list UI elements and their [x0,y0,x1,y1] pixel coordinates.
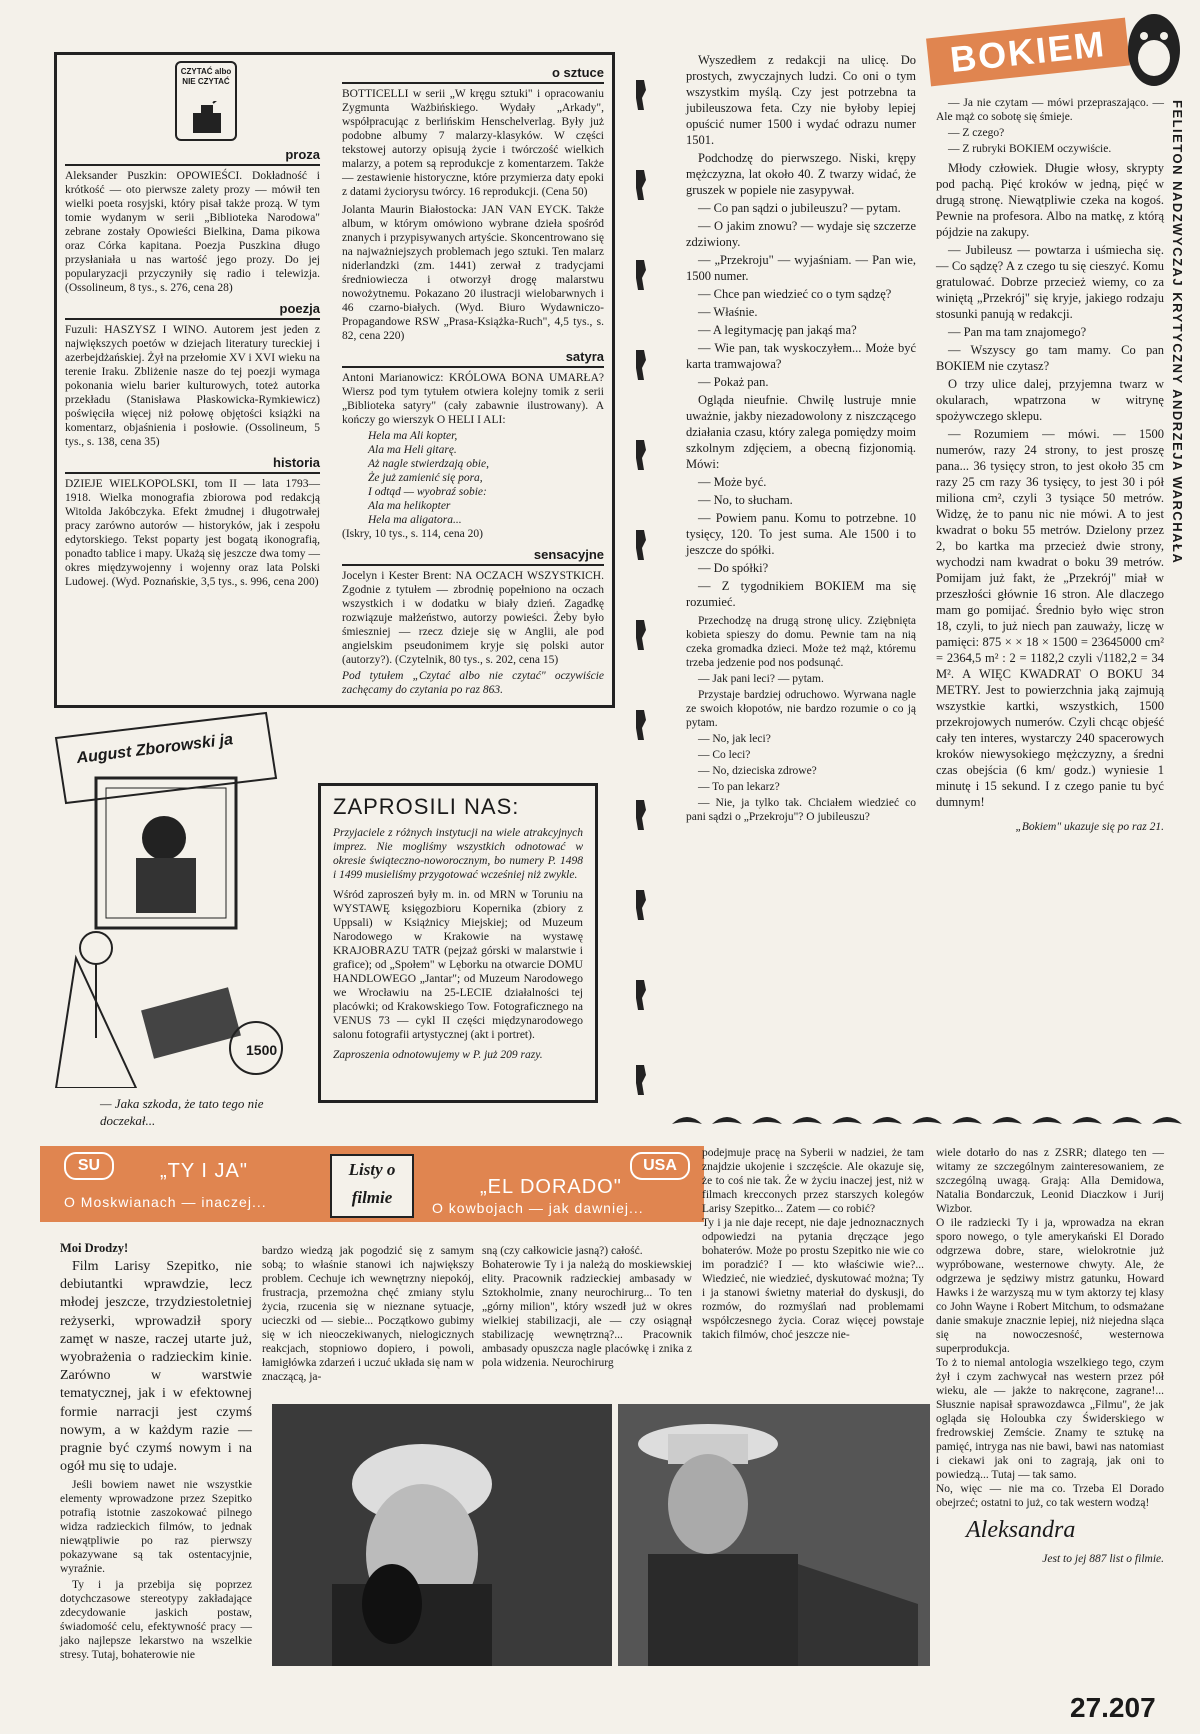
bokiem-paragraph-small: — Z czego? [948,127,1005,140]
listy-left-title: „TY I JA" [160,1160,248,1182]
bokiem-paragraph: — Właśnie. [698,305,758,319]
cartoon-badge: 1500 [246,1042,278,1058]
section-text-van-eyck: Jolanta Maurin Białostocka: JAN VAN EYCK. Także album, w którym omówiono wybrane dzieła spośród znanych i przypisywanych artyście. Skoncentrowano się na najważniejszych problemach jego sztuki. Ten malarz niderlandzki (zm. 1441) zerwał z tradycjami średniowiecza i otworzył drogę malarstwu nowożytnemu. Pokazano 20 ilustracji wielobarwnych i 46 czarno-białych. (Wyd. Biuro Wydawniczo-Propagandowe RSW „Prasa-Książka-Ruch", 4,5 tys., s. 82, cena 220) [342,203,604,343]
cartoon-caption: — Jaka szkoda, że tato tego nie doczekał... [100,1096,264,1128]
section-heading-o-sztuce: o sztuce [342,65,604,84]
listy-paragraph: podejmuje pracę na Syberii w nadziei, że tam znajdzie ukojenie i szczęście. Ale okazuje się, że to coś nie tak. Że w życiu inaczej jest, niż w filmach krecconych przez starszych kolegów Larisy Szepitko... Zatem — co robić? Ty i ja nie daje recept, nie daje jednoznacznych odpowiedzi na pytania dręczące jego bohaterów. Może po prostu Szepitko nie wie co im poradzić? I — kto właściwie wie?... Wiedzieć, nie wiedzieć, dyskutować można; Ty i ja stanowi świetny materiał do dyskusji, do rozmów, do rozmyślań nad problemami współczesnego życia. Coraz więcej powstaje takich filmów, choć jeszcze nie- [702,1147,924,1342]
zaprosili-footer: Zaproszenia odnotowujemy w P. już 209 razy. [333,1049,543,1062]
zaprosili-box [318,783,598,1103]
birds-divider [672,1112,1192,1134]
listy-signature: Aleksandra [966,1517,1076,1544]
listy-column-2 [262,1244,474,1386]
poem-line: Aż nagle stwierdzają obie, [368,458,489,471]
zaprosili-title: ZAPROSILI NAS: [333,794,520,819]
section-footer: Pod tytułem „Czytać albo nie czytać" oczywiście zachęcamy do czytania po raz 863. [342,670,604,697]
bokiem-paragraph: — No, to słucham. [698,493,793,507]
listy-center-title: Listy o filmie [330,1154,414,1218]
poem-line: Hela ma Ali kopter, [368,430,458,443]
bokiem-paragraph: — Pan ma tam znajomego? [948,325,1087,340]
listy-column-4 [702,1146,924,1344]
bokiem-paragraph-small: Przystaje bardziej odruchowo. Wyrwana nagle ze swoich kłopotów, nie bardzo rozumie o co ją pytam. [686,689,916,730]
bokiem-column-1 [686,52,916,826]
cartoon [36,708,306,1128]
bokiem-paragraph-small: — Nie, ja tylko tak. Chciałem wiedzieć co pani sądzi o „Przekroju"? O jubileuszu? [686,797,916,824]
inkpot-icon [187,101,227,135]
bokiem-paragraph: — Co pan sądzi o jubileuszu? — pytam. [698,201,901,215]
section-heading-sensacyjne: sensacyjne [342,547,604,566]
bokiem-paragraph: — O jakim znowu? — wydaje się szczerze zdziwiony. [686,219,916,249]
walking-figures [622,60,662,1110]
photo-el-dorado [618,1404,930,1666]
listy-left-subtitle: O Moskwianach — inaczej... [64,1194,267,1210]
bokiem-paragraph-small: — Co leci? [698,749,751,762]
listy-footer: Jest to jej 887 list o filmie. [1042,1552,1164,1565]
listy-right-title: „EL DORADO" [480,1176,622,1198]
bokiem-paragraph: — Wie pan, tak wyskoczyłem... Może być karta tramwajowa? [686,341,916,371]
bokiem-paragraph: — Powiem panu. Komu to potrzebne. 10 tysięcy, 120. To jest suma. Ale 1500 i to jeszcze do spółki. [686,511,916,557]
bokiem-header [928,10,1188,90]
zaprosili-body: Wśród zaproszeń były m. in. od MRN w Toruniu na WYSTAWĘ księgozbioru Kopernika (zbiory z Uppsali) w Książnicy Miejskiej; od Muzeum Narodowego w Krakowie na wystawę KRAJOBRAZU TATR (pejzaż górski w malarstwie i grafice); od „Społem" w Lęborku na otwarcie DOMU HANDLOWEGO „Jantar"; od Muzeum Narodowego we Wrocławiu na 25-LECIE działalności tej placówki; od Krakowskiego Tow. Fotograficznego na VENUS 73 — cykl II części międzynarodowego salonu fotografii artystycznej (akt i portret). [333,889,583,1042]
section-text-sensacyjne: Jocelyn i Kester Brent: NA OCZACH WSZYSTKICH. Zgodnie z tytułem — zbrodnię popełniono na oczach wszystkich i w dodatku w biały dzień. Zagadkę rozwiązuje małżeństwo, autorzy powieści. Żeby było śmieszniej — rzecz dzieje się w Anglii, ale pod angielskim pseudonimem kryje się polski autor (autorzy?). (Czytelnik, 80 tys., s. 202, cena 15) [342,570,604,667]
bokiem-title: BOKIEM [926,18,1130,87]
listy-paragraph: sną (czy całkowicie jasną?) całość. Bohaterowie Ty i ja należą do moskiewskiej elity. Pracownik radzieckiej ambasady w Sztokholmie, znany neurochirurg... To ten „górny milion", który wszedł już w okres wielkiej stabilizacji, ale — czy osiągnął stabilizację wewnętrzną?... Pracownik ambasady opuszcza nagle placówkę i znika z pola widzenia. Neurochirurg [482,1245,692,1370]
cartoon-signature: August Zborowski ja [75,731,234,768]
bokiem-paragraph-small: — No, dzieciska zdrowe? [698,765,817,778]
listy-paragraph: Jeśli bowiem nawet nie wszystkie elementy wprowadzone przez Szepitko potrafią istotnie zaszokować pilnego widza radzieckich filmów, to jednak niewątpliwie po raz pierwszy pokazywane są tak ostentacyjnie, wyraźnie. [60,1479,252,1576]
section-heading-proza: proza [65,147,320,166]
bokiem-column-2 [936,96,1164,836]
bokiem-paragraph: — Wszyscy go tam mamy. Co pan BOKIEM nie czytasz? [936,343,1164,374]
listy-right-subtitle: O kowbojach — jak dawniej... [432,1200,644,1216]
bokiem-paragraph: Ogląda nieufnie. Chwilę lustruje mnie uważnie, jakby niezadowolony z niszczącego działania czasu, który zalega pomiędzy moim szkolnym zdjęciem, a obecną fizjonomią. Mówi: [686,393,916,471]
czytac-box [54,52,615,708]
section-text-satyra: Antoni Marianowicz: KRÓLOWA BONA UMARŁA? Wiersz pod tym tytułem otwiera kolejny tomik z serii „Biblioteka satyry" (cały zabawnie ilustrowany). A kończy go wierszyk O HELI I ALI: [342,372,604,427]
listy-column-3 [482,1244,692,1372]
listy-banner [40,1146,704,1222]
poem-line: I odtąd — wyobraź sobie: [368,486,487,499]
bokiem-paragraph: — „Przekroju" — wyjaśniam. — Pan wie, 1500 numer. [686,253,916,283]
bokiem-paragraph: O trzy ulice dalej, przyjemna twarz w okularach, wpatrzona w witrynę spożywczego sklepu. [936,377,1164,424]
bokiem-paragraph: — Może być. [698,475,767,489]
poem-line: Hela ma aligatora... [368,514,462,527]
section-heading-historia: historia [65,455,320,474]
poem [342,429,604,527]
page-number: 27.207 [1070,1692,1156,1723]
bokiem-paragraph: Podchodzę do pierwszego. Niski, krępy mężczyzna, lat około 40. Z twarzy widać, że gruszek w popiele nie zasypywał. [686,151,916,197]
czytac-right-column [342,59,604,699]
zaprosili-intro: Przyjaciele z różnych instytucji na wiele atrakcyjnych imprez. Nie mogliśmy wszystkich odnotować w okresie świąteczno-noworocznym, bo numery P. 1498 i 1499 musieliśmy przygotować wcześniej niż zwykle. [333,827,583,882]
listy-right-badge: USA [630,1152,690,1180]
czytac-logo-text: CZYTAĆ albo NIE CZYTAĆ [180,67,232,86]
bokiem-paragraph-small: — Z rubryki BOKIEM oczywiście. [948,143,1112,156]
bokiem-paragraph: — Do spółki? [698,561,769,575]
section-heading-poezja: poezja [65,301,320,320]
bokiem-paragraph-small: Przechodzę na drugą stronę ulicy. Zziębnięta kobieta spieszy do domu. Pewnie tam na nią czeka gromadka dzieci. Może też mąż, któremu trzeba jedzenie pod nos podsunąć. [686,615,916,670]
bokiem-paragraph: — A legitymację pan jakąś ma? [698,323,857,337]
bokiem-paragraph: — Chce pan wiedzieć co o tym sądzę? [698,287,892,301]
bokiem-side-title: FELIETON NADZWYCZAJ KRYTYCZNY ANDRZEJA WARCHAŁA [1170,100,1185,565]
listy-column-5 [936,1146,1164,1568]
bokiem-paragraph-small: — Ja nie czytam — mówi przepraszająco. — Ale mąż co sobotę się śmieje. [936,97,1164,124]
listy-paragraph: bardzo wiedzą jak pogodzić się z samym sobą; to właśnie stanowi ich największy problem. Cechuje ich wewnętrzny niepokój, frustracja, przemożna chęć zmiany stylu życia, rzucenia się w nieznane sytuacje, ucieczki od — siebie... Początkowo gubimy się w ich nieoczekiwanych, nielogicznych reakcjach, stopniowo dopiero, i powoli, łamigłówka zdarzeń i uczuć układa się nam w znaczącą, ja- [262,1245,474,1384]
listy-column-1 [60,1240,252,1664]
woman-portrait-icon [272,1404,612,1666]
section-heading-satyra: satyra [342,349,604,368]
laughing-face-icon [1124,10,1184,90]
poem-source: (Iskry, 10 tys., s. 114, cena 20) [342,528,483,541]
bird-icon [672,1112,1192,1134]
bokiem-paragraph: — Pokaż pan. [698,375,769,389]
bokiem-paragraph: — Rozumiem — mówi. — 1500 numerów, razy 24 strony, to jest proszę pana... 36 tysięcy stron, to jest około 35 cm razy 25 cm razy 36 tysięcy, to jest 30 i pół miliona cm², czyli 3 tysiące 50 metrów. Widzę, że to panu nic nie mówi. A to jest kwadrat o boku 55 metrów. Dzielony przez 2, bo kartka ma przecież dwie strony, wychodzi nam kwadrat o boku 39 metrów. Pomijam już fakt, że „Przekrój" miał w przeszłości głównie 16 stron. Ale dlaczego mam go pomijać. Średnio było więc stron 18, czyli, to już niech pan zauważy, liczę w pamięci: 875 × × 18 × 1500 = 23645000 cm² = 2364,5 m² : 2 = 1182,2 czyli √1182,2 = 34 M². A WIĘC KWADRAT O BOKU 34 METRY. Jest to powierzchnia jaką zajmują wszystkie kartki, wszystkich, 1500 przekrojowych numerów. Czyli chcąc objeść cały ten interes, wystarczy 240 spacerowych kroków niewysokiego mężczyzny, a średni czas obejścia (6 km/ godz.) wyniesie 1 minutę i 15 sekund. I z czego panie tu być dumnym! [936,427,1164,810]
listy-left-badge: SU [64,1152,114,1180]
poem-line: Ala ma helikopter [368,500,451,513]
section-text-poezja: Fuzuli: HASZYSZ I WINO. Autorem jest jeden z największych poetów w dziejach literatury tureckiej i azerbejdżańskiej. Żył na przełomie XV i XVI wieku na terenie Iraku. Zbliżenie nasze do tej poezji wymaga pokonania wielu barier kulturowych, toteż autorka przekładu (Stanisława Płaskowicka-Rymkiewicz) poświęciła więcej niż połowę objętości książki na komentarz, objaśnienia i posłowie. (Ossolineum, 5 tys., s. 138, cena 35) [65,323,320,448]
section-text-botticelli: BOTTICELLI w serii „W kręgu sztuki" i opracowaniu Zygmunta Ważbińskiego. Wydały „Arkady", współpracując z berlińskim Henschelverlag. Były już podobne albumy 7 malarzy-klasyków. W części tekstowej autorzy opisują życie i twórczość wielkich malarzy, a potem są reprodukcje z komentarzem. Także — zestawienie historyczne, które przymierza daty epoki z datami życiorysu twórcy. 16 reprodukcji. (Cena 50) [342,87,604,198]
bokiem-paragraph-small: — Jak pani leci? — pytam. [698,673,824,686]
listy-salutation: Moi Drodzy! [60,1241,129,1255]
czytac-logo [175,61,237,141]
bokiem-footer: „Bokiem" ukazuje się po raz 21. [1015,821,1164,834]
bokiem-paragraph-small: — No, jak leci? [698,733,771,746]
bokiem-paragraph: — Jubileusz — powtarza i uśmiecha się. — Co sądzę? A z czego tu się cieszyć. Komu gratulować. Dobrze przecież wiemy, co za winiętą „Przekrój" się kryje, jakiego rodzaju stosunki panują w redakcji. [936,243,1164,322]
czytac-left-column [65,61,320,591]
poem-line: Ala ma Heli gitarę. [368,444,457,457]
photo-ty-i-ja [272,1404,612,1666]
section-text-proza: Aleksander Puszkin: OPOWIEŚCI. Dokładność i krótkość — oto pierwsze zalety prozy — mówił ten wielki poeta rosyjski, który pisał także prozą. W tym tomie wydanym w serii „Biblioteka Narodowa" zebrane zostały Opowieści Bielkina, Dama pikowa oraz Córka kapitana. Poezja Puszkina długo przysłaniała u nas wartość jego prozy. Do jej popularyzacji przyczyniły się radio i telewizja. (Ossolineum, 8 tys., s. 276, cena 28) [65,169,320,294]
bokiem-paragraph: Wyszedłem z redakcji na ulicę. Do prostych, zwyczajnych ludzi. Co oni o tym wszystkim myślą. Czy jest potrzebna ta jubileuszowa feta. Czy nie byłoby lepiej opuścić numer 1500 i wydać odrazu numer 1501. [686,53,916,147]
listy-paragraph: Ty i ja przebija się poprzez dotychczasowe stereotypy zakładające zdecydowanie jaskich postaw, świadomość celu, efektywność pracy — jako najlepsze lekarstwo na wszelkie stresy. Tutaj, bohaterowie nie [60,1579,252,1662]
bokiem-paragraph: Młody człowiek. Długie włosy, skrypty pod pachą. Pięć kroków w jedną, pięć w drugą stronę. Niewątpliwie czeka na kogoś. Pewnie na profesora. Albo na matkę, z którą pójdzie na zakupy. [936,161,1164,240]
bokiem-paragraph-small: — To pan lekarz? [698,781,780,794]
walking-figure-icon [622,60,662,1110]
listy-paragraph: wiele dotarło do nas z ZSRR; dlatego ten — witamy ze szczególnym zainteresowaniem, ze szczególną uwagą. Grają: Alla Demidowa, Natalia Bondarczuk, Leonid Diaczkow i Jurij Wizbor. O ile radziecki Ty i ja, wprowadza na ekran sporo nowego, o tyle amerykański El Dorado odgrzewa dobre, stare, wielokrotnie już wypróbowane, westernowe chwyty. Ale, że odgrzewa je sędziwy mistrz gatunku, Howard Hawks i że warzyszą mu w tym aktorzy tej klasy co John Wayne i Robert Mitchum, to odsmażane danie smakuje znacznie lepiej, niż niejedna sląca się na nowoczesność, westernowa superprodukcja. To ż to niemal antologia wszelkiego tego, czym żył i czym zachwycał nas western przez pół wieku, ale — jakże to nakręcone, zagrane!... Słusznie napisał sprawozdawca „Filmu", że jak ogląda się Holoubka czy Świderskiego w fredrowskiej Zemście. Znamy te sztukę na pamięć, intryga nas nie bawi, bawi nas natomiast i ciekawi jak oni to zagrają, jak oni to powiedzą... Tutaj — tak samo. No, więc — nie ma co. Trzeba El Dorado obejrzeć; ostatni to już, co tak western wodzą! [936,1147,1164,1510]
section-text-historia: DZIEJE WIELKOPOLSKI, tom II — lata 1793—1918. Wielka monografia zbiorowa pod redakcją Witolda Jakóbczyka. Efekt żmudnej i długotrwałej pracy zarówno autorów — historyków, jak i zespołu edytorskiego. Tekst poparty jest bogatą ikonografią, ponadto tablice i mapy. Ukażą się jeszcze dwa tomy — okres międzywojenny i wojenny oraz lata Polski Ludowej. (Wyd. Poznańskie, 3,5 tys., s. 996, cena 200) [65,477,320,588]
bokiem-paragraph: — Z tygodnikiem BOKIEM ma się rozumieć. [686,579,916,609]
cowboy-portrait-icon [618,1404,930,1666]
poem-line: Że już zamienić się pora, [368,472,483,485]
listy-paragraph: Film Larisy Szepitko, nie debiutantki wprawdzie, lecz młodej jeszcze, trzydziestoletniej reżyserki, wprowadził spory zamęt w nasze, raczej utarte już, wyobrażenia o radzieckim kinie. Zarówno w warstwie tematycznej, jak i w efektownej formie narracji jest czymś nowym, a w każdym razie — pragnie być czymś nowym i na ogół mu się to udaje. [60,1259,252,1475]
